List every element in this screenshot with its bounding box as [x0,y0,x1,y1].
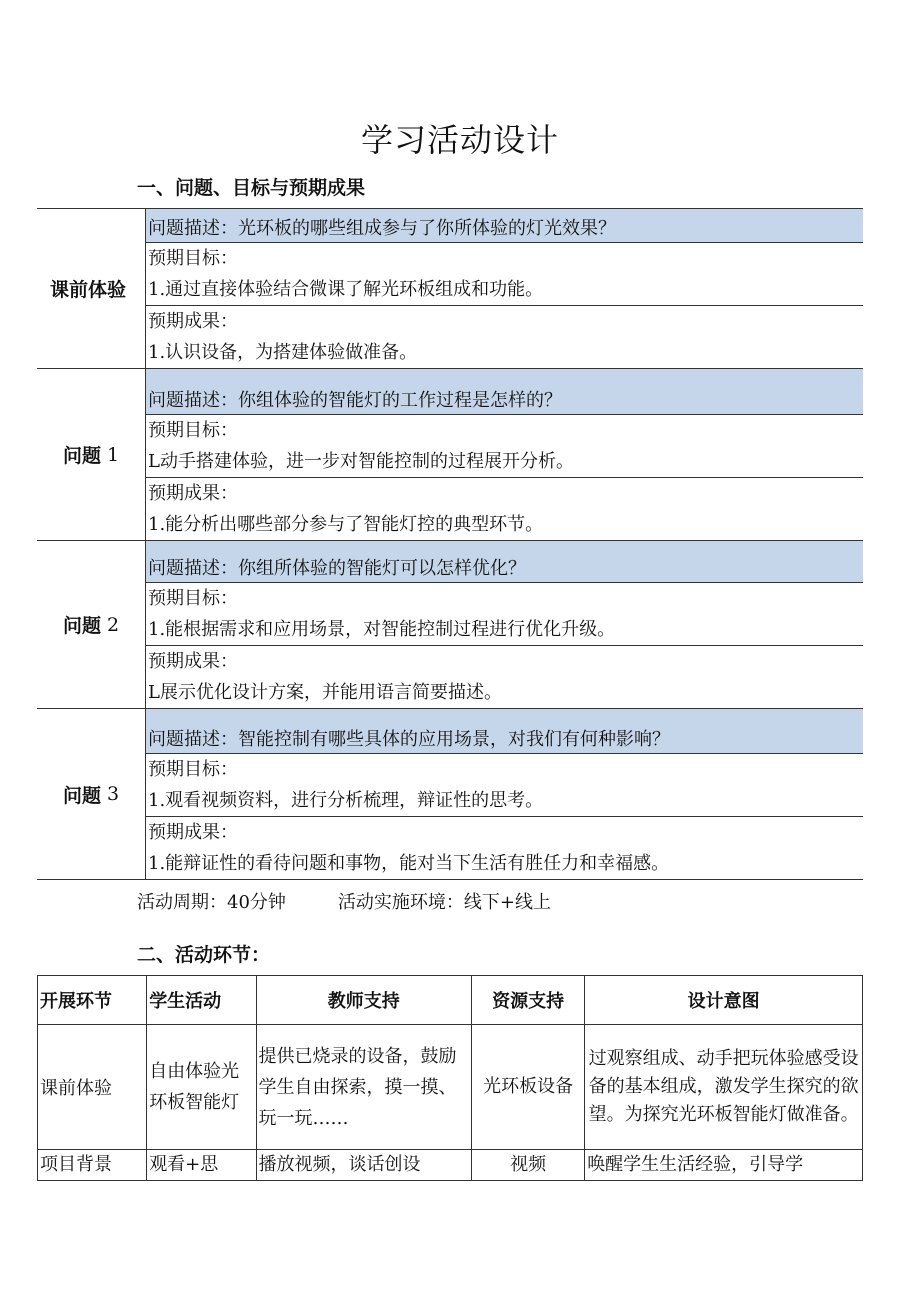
group-label [37,209,146,368]
goal-text: 1.通过直接体验结合微课了解光环板组成和功能。 [148,279,544,300]
activity-table [37,975,863,1181]
result-label: 预期成果： [148,822,238,843]
result-block [146,478,863,540]
result-block [146,646,863,708]
group-label [37,709,146,879]
question-row: 问题描述：你组所体验的智能灯可以怎样优化？ [146,541,863,583]
goal-label: 预期目标： [148,759,238,780]
result-text: 1.能辩证性的看待问题和事物，能对当下生活有胜任力和幸福感。 [148,853,670,874]
column-header: 资源支持 [472,976,585,1025]
table-group [37,208,863,368]
result-label: 预期成果： [148,483,238,504]
section-heading-1: 一、问题、目标与预期成果 [137,177,366,199]
activity-cycle: 活动周期：40分钟 [137,892,286,913]
goal-block [146,754,863,817]
goal-text: L动手搭建体验，进一步对智能控制的过程展开分析。 [148,451,574,472]
result-block [146,306,863,368]
column-header: 设计意图 [585,976,863,1025]
section-heading-2: 二、活动环节： [137,944,271,966]
result-block [146,817,863,879]
table-group [37,540,863,708]
result-label: 预期成果： [148,311,238,332]
question-row: 问题描述：光环板的哪些组成参与了你所体验的灯光效果？ [146,209,863,243]
table-cell: 播放视频，谈话创设 [256,1150,472,1181]
column-header: 学生活动 [147,976,256,1025]
goal-block [146,583,863,646]
question-row: 问题描述：智能控制有哪些具体的应用场景，对我们有何种影响？ [146,709,863,754]
table-cell: 项目背景 [38,1150,147,1181]
table-header-row [38,976,863,1025]
table-group [37,368,863,540]
table-cell: 自由体验光环板智能灯 [147,1025,256,1150]
goal-label: 预期目标： [148,248,238,269]
result-text: 1.能分析出哪些部分参与了智能灯控的典型环节。 [148,514,544,535]
goal-text: 1.观看视频资料，进行分析梳理，辩证性的思考。 [148,790,544,811]
table-cell: 过观察组成、动手把玩体验感受设备的基本组成，激发学生探究的欲望。为探究光环板智能灯做准备。 [585,1025,863,1150]
result-text: 1.认识设备，为搭建体验做准备。 [148,342,418,363]
goal-block [146,415,863,478]
activity-environment: 活动实施环境：线下+线上 [337,892,551,913]
table-cell: 提供已烧录的设备，鼓励学生自由探索，摸一摸、玩一玩…… [256,1025,472,1150]
group-label-text: 问题 [62,615,101,637]
table-cell: 观看+思 [147,1150,256,1181]
page-title: 学习活动设计 [360,121,559,159]
table-cell: 视频 [472,1150,585,1181]
group-label-num: 2 [106,613,120,636]
activity-info [137,888,551,914]
table-group [37,708,863,880]
table-cell: 光环板设备 [472,1025,585,1150]
table-row [38,1025,863,1150]
group-label-num: 1 [106,443,120,466]
table-cell: 课前体验 [38,1025,147,1150]
group-label [37,541,146,708]
table-cell: 唤醒学生生活经验，引导学 [585,1150,863,1181]
goal-block [146,243,863,306]
goal-label: 预期目标： [148,588,238,609]
group-label-num: 3 [106,783,120,805]
column-header: 教师支持 [256,976,472,1025]
group-label-text: 课前体验 [49,279,126,301]
question-row: 问题描述：你组体验的智能灯的工作过程是怎样的？ [146,369,863,415]
group-label-text: 问题 [62,445,101,467]
table-row [38,1150,863,1181]
goal-text: 1.能根据需求和应用场景，对智能控制过程进行优化升级。 [148,619,616,640]
group-label-text: 问题 [62,784,101,807]
result-label: 预期成果： [148,651,238,672]
goal-label: 预期目标： [148,420,238,441]
group-label [37,369,146,540]
problem-goal-table [37,208,863,880]
column-header: 开展环节 [38,976,147,1025]
result-text: L展示优化设计方案，并能用语言简要描述。 [148,682,502,703]
